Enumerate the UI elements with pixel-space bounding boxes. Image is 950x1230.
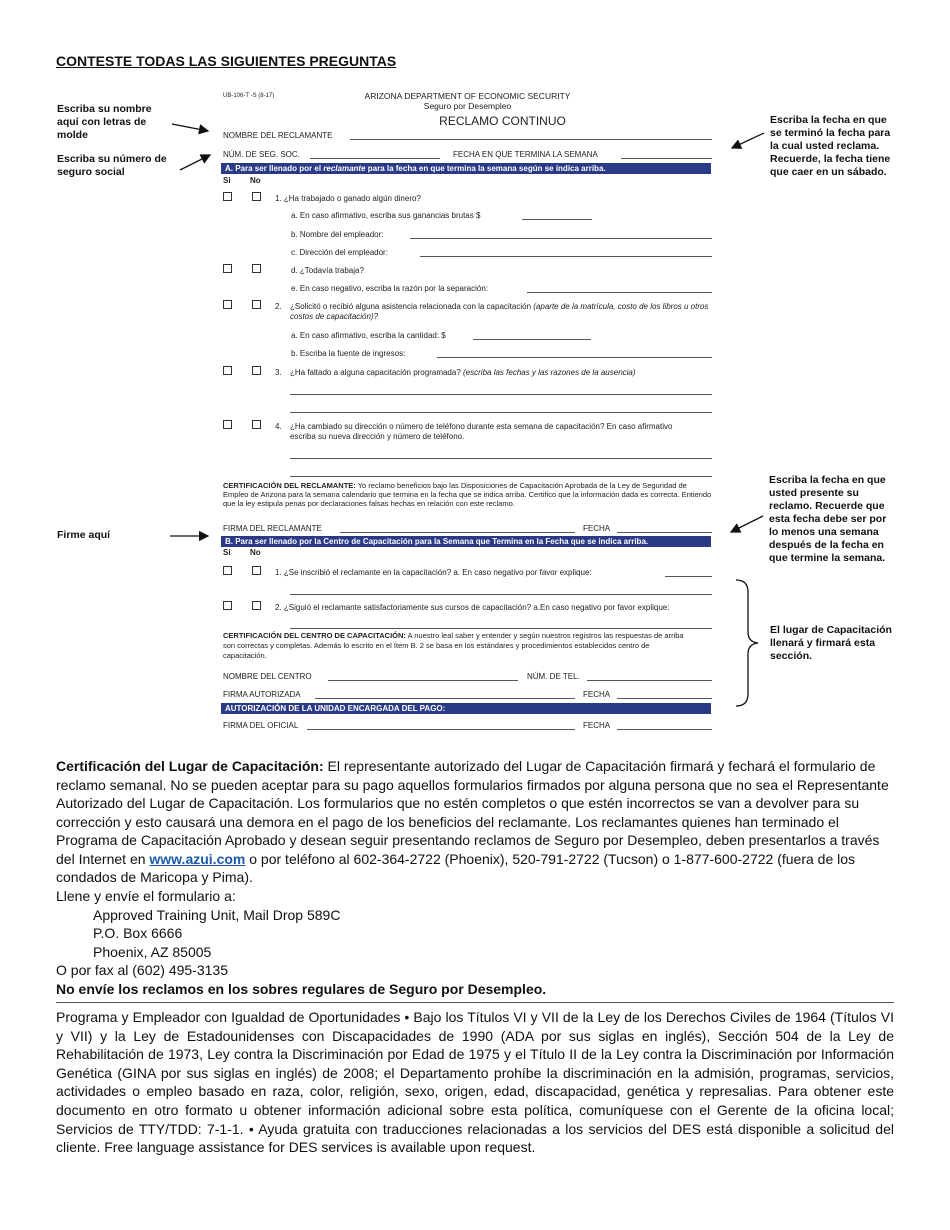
q1c-line[interactable] <box>420 256 712 257</box>
q1c-text: c. Dirección del empleador: <box>291 248 388 257</box>
claimant-name-label: NOMBRE DEL RECLAMANTE <box>223 131 333 140</box>
equal-opportunity-footer: Programa y Empleador con Igualdad de Oportunidades • Bajo los Títulos VI y VII de la Ley de los Derechos Civiles de 1964 (Títulos VI y VII) y la Ley de Estadounidenses con Discapacidades de 1990 (ADA por sus siglas en inglés), Sección 504 de la Ley de Rehabilitación de 1973, Ley contra la Discriminación por Edad de 1975 y el Título II de la Ley contra la Discriminación por Información Genética (GINA por sus siglas en inglés) de 2008; el Departamento prohíbe la discriminación en la admisión, programas, servicios, actividades o empleo basado en raza, color, religión, sexo, origen, edad, discapacidad, genética y represalias. Para obtener este documento en otro formato u obtener información adicional sobre esta política, comuníquese con el Gerente de la oficina local; Servicios de TTY/TDD: 7-1-1. • Ayuda gratuita con traducciones relacionadas a los servicios del DES está disponible a solicitud del cliente. Free language assistance for DES services is available upon request. <box>56 1009 894 1156</box>
note-present-date: Escriba la fecha en que usted presente su reclamo. Recuerde que esta fecha debe ser por lo menos una semana después de la fecha en que termine la semana. <box>769 474 887 564</box>
q4-text: ¿Ha cambiado su dirección o número de teléfono durante esta semana de capacitación? En caso afirmativo escriba su nueva dirección y número de teléfono. <box>290 422 673 441</box>
section-b-band: B. Para ser llenado por la Centro de Capacitación para la Semana que Termina en la Fecha que se indica arriba. <box>221 536 711 547</box>
q2a-text: a. En caso afirmativo, escriba la cantidad: $ <box>291 331 446 340</box>
claimant-date-line[interactable] <box>617 532 712 533</box>
note-ssn: Escriba su número de seguro social <box>57 153 167 178</box>
q1a-line[interactable] <box>522 219 592 220</box>
center-phone-label: NÚM. DE TEL. <box>527 672 580 681</box>
arrow-to-week <box>732 133 764 148</box>
address-line-3: Phoenix, AZ 85005 <box>93 944 212 960</box>
address-line-2: P.O. Box 6666 <box>93 925 183 941</box>
yes-header-a: Si <box>223 176 231 185</box>
arrow-to-ssn <box>180 155 210 170</box>
b2-no-checkbox[interactable] <box>252 601 261 610</box>
arrow-to-name <box>172 124 208 131</box>
q4-num: 4. <box>275 422 282 431</box>
q1-yes-checkbox[interactable] <box>223 192 232 201</box>
center-name-line[interactable] <box>328 680 518 681</box>
arrow-to-date <box>731 516 763 532</box>
page-heading: CONTESTE TODAS LAS SIGUIENTES PREGUNTAS <box>56 53 397 69</box>
azui-link[interactable]: www.azui.com <box>149 850 246 867</box>
center-name-label: NOMBRE DEL CENTRO <box>223 672 312 681</box>
q2-text: ¿Solicitó o recibió alguna asistencia relacionada con la capacitación (aparte de la matrícula, costo de los libros u otros costos de capacitación)? <box>290 302 709 321</box>
b2-yes-checkbox[interactable] <box>223 601 232 610</box>
q2b-text: b. Escriba la fuente de ingresos: <box>291 349 406 358</box>
q3-line-2[interactable] <box>290 412 712 413</box>
official-date-label: FECHA <box>583 721 611 730</box>
q2-yes-checkbox[interactable] <box>223 300 232 309</box>
form-code: UB-106-T -S (8-17) <box>223 93 275 99</box>
ssn-label: NÚM. DE SEG. SOC. <box>223 150 300 159</box>
form-program: Seguro por Desempleo <box>423 101 512 111</box>
no-header-a: No <box>250 176 261 185</box>
q1e-line[interactable] <box>527 292 712 293</box>
q1d-no-checkbox[interactable] <box>252 264 261 273</box>
b2-line[interactable] <box>290 628 712 629</box>
q3-no-checkbox[interactable] <box>252 366 261 375</box>
week-end-label: FECHA EN QUE TERMINA LA SEMANA <box>453 150 598 159</box>
b1-line-b[interactable] <box>290 594 712 595</box>
b1-line-a[interactable] <box>665 576 712 577</box>
q3-num: 3. <box>275 368 282 377</box>
q2-num: 2. <box>275 302 282 311</box>
week-end-line[interactable] <box>621 158 712 159</box>
claimant-certification: CERTIFICACIÓN DEL RECLAMANTE: Yo reclamo beneficios bajo las Disposiciones de Capacitación Aprobada de la Ley de Seguridad de Empleo de Arizona para la semana calendario que termina en la fecha que se indica arriba. Certifico que la información dada es correcta. Entiendo que la ley estipula penas por declaraciones falsas hechas en relación con este reclamo. <box>223 481 712 508</box>
q1b-text: b. Nombre del empleador: <box>291 230 384 239</box>
q1-no-checkbox[interactable] <box>252 192 261 201</box>
q1d-yes-checkbox[interactable] <box>223 264 232 273</box>
payment-band: AUTORIZACIÓN DE LA UNIDAD ENCARGADA DEL PAGO: <box>221 703 711 714</box>
b1-no-checkbox[interactable] <box>252 566 261 575</box>
official-signature-line[interactable] <box>307 729 575 730</box>
fax-line: O por fax al (602) 495-3135 <box>56 962 228 978</box>
envelope-warning: No envíe los reclamos en los sobres regulares de Seguro por Desempleo. <box>56 981 547 997</box>
center-phone-line[interactable] <box>587 680 712 681</box>
q4-line-1[interactable] <box>290 458 712 459</box>
official-date-line[interactable] <box>617 729 712 730</box>
auth-date-label: FECHA <box>583 690 611 699</box>
note-training-place: El lugar de Capacitación llenará y firmará esta sección. <box>770 624 892 662</box>
q1b-line[interactable] <box>410 238 712 239</box>
q2a-line[interactable] <box>473 339 591 340</box>
q3-text: ¿Ha faltado a alguna capacitación programada? (escriba las fechas y las razones de la ausencia) <box>290 368 636 377</box>
brace-training-section <box>736 580 758 706</box>
ssn-line[interactable] <box>310 158 440 159</box>
claimant-name-line[interactable] <box>350 139 712 140</box>
claimant-date-label: FECHA <box>583 524 611 533</box>
q4-line-2[interactable] <box>290 476 712 477</box>
q1-text: 1. ¿Ha trabajado o ganado algún dinero? <box>275 194 421 203</box>
mail-intro: Llene y envíe el formulario a: <box>56 888 236 904</box>
footer-divider <box>56 1002 894 1003</box>
note-name: Escriba su nombre aquí con letras de molde <box>57 103 152 141</box>
note-week-end: Escriba la fecha en que se terminó la fecha para la cual usted reclama. Recuerde, la fecha tiene que caer en un sábado. <box>770 114 891 178</box>
q1d-text: d. ¿Todavía trabaja? <box>291 266 364 275</box>
b2-text: 2. ¿Siguió el reclamante satisfactoriamente sus cursos de capacitación? a.En caso negativo por favor explique: <box>275 603 670 612</box>
q3-yes-checkbox[interactable] <box>223 366 232 375</box>
q4-yes-checkbox[interactable] <box>223 420 232 429</box>
claim-form <box>215 84 720 734</box>
address-line-1: Approved Training Unit, Mail Drop 589C <box>93 907 341 923</box>
claimant-signature-line[interactable] <box>340 532 575 533</box>
form-title: RECLAMO CONTINUO <box>439 114 566 128</box>
center-certification: CERTIFICACIÓN DEL CENTRO DE CAPACITACIÓN: A nuestro leal saber y entender y según nuestros registros las respuestas de arriba son correctas y completas. Además lo escrito en el Ítem B. 2 se basa en los estándares y procedimientos establecidos centro de capacitación. <box>223 631 684 660</box>
q1a-text: a. En caso afirmativo, escriba sus ganancias brutas $ <box>291 211 481 220</box>
auth-date-line[interactable] <box>617 698 712 699</box>
section-a-band: A. Para ser llenado por el reclamante para la fecha en que termina la semana según se indica arriba. <box>221 163 711 174</box>
b1-text: 1. ¿Se inscribió el reclamante en la capacitación? a. En caso negativo por favor explique: <box>275 568 592 577</box>
b1-yes-checkbox[interactable] <box>223 566 232 575</box>
official-signature-label: FIRMA DEL OFICIAL <box>223 721 299 730</box>
note-sign: Firme aquí <box>57 529 111 541</box>
q3-line-1[interactable] <box>290 394 712 395</box>
no-header-b: No <box>250 548 261 557</box>
auth-signature-line[interactable] <box>315 698 575 699</box>
auth-signature-label: FIRMA AUTORIZADA <box>223 690 301 699</box>
yes-header-b: Si <box>223 548 231 557</box>
form-agency: ARIZONA DEPARTMENT OF ECONOMIC SECURITY <box>364 91 571 101</box>
claimant-signature-label: FIRMA DEL RECLAMANTE <box>223 524 322 533</box>
q2-no-checkbox[interactable] <box>252 300 261 309</box>
q2b-line[interactable] <box>437 357 712 358</box>
certification-paragraph: Certificación del Lugar de Capacitación: El representante autorizado del Lugar de Capacitación firmará y fechará el formulario de reclamo semanal. No se pueden aceptar para su pago aquellos formularios firmados por alguna persona que no sea el Representante Autorizado del Lugar de Capacitación. Los formularios que no estén completos o que estén incorrectos se van a devolver para su corrección y esto causará una demora en el pago de los beneficios del reclamante. Los reclamantes quienes han terminado el Programa de Capacitación Aprobado y desean seguir presentando reclamos de Seguro por Desempleo, deben presentarlos a través del Internet en www.azui.com o por teléfono al 602-364-2722 (Phoenix), 520-791-2722 (Tucson) o 1-877-600-2722 (fuera de los condados de Maricopa y Pima). <box>56 758 889 885</box>
q1e-text: e. En caso negativo, escriba la razón por la separación: <box>291 284 489 293</box>
q4-no-checkbox[interactable] <box>252 420 261 429</box>
